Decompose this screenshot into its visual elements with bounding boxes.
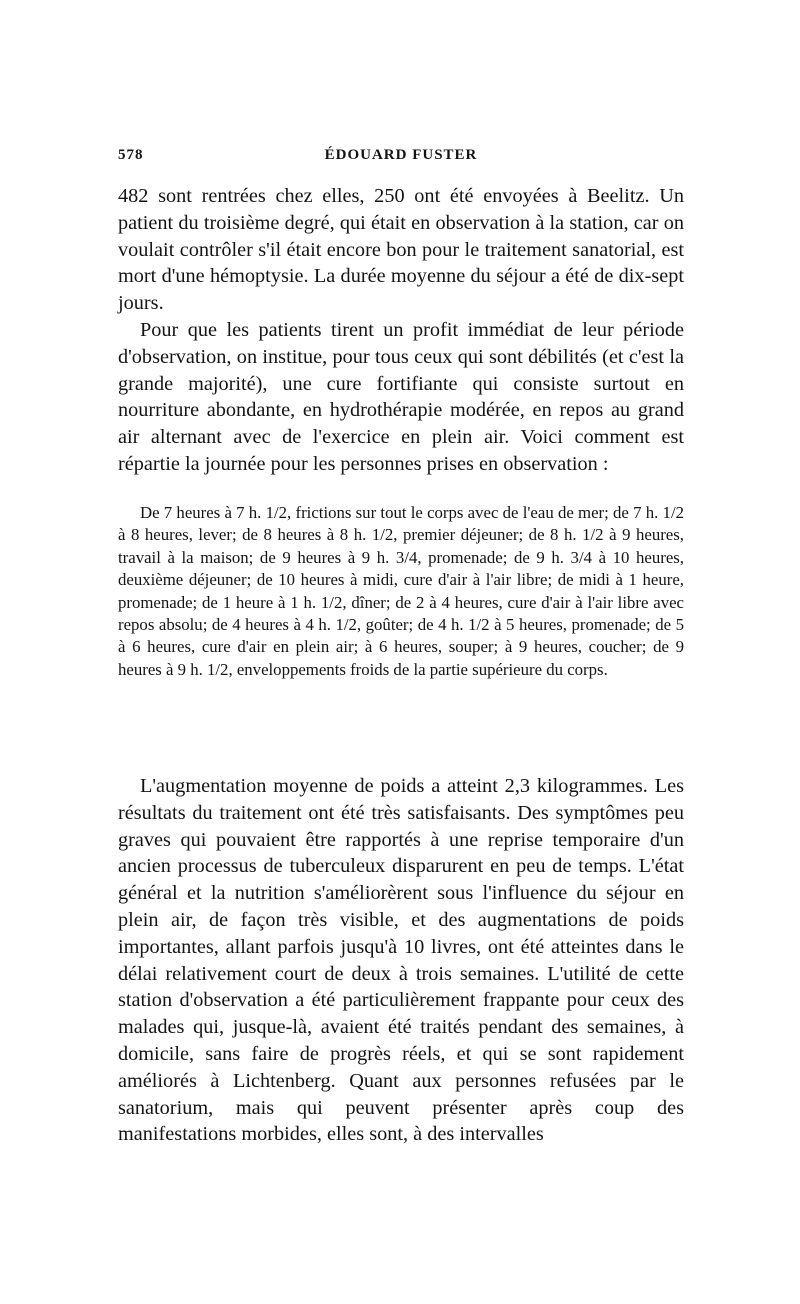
- text-block-upper: [118, 183, 684, 478]
- running-title: ÉDOUARD FUSTER: [324, 147, 478, 163]
- text-block-lower: [118, 773, 684, 1148]
- paragraph-stats: 482 sont rentrées chez elles, 250 ont été envoyées à Beelitz. Un patient du troisième degré, qui était en observation à la station, car on voulait contrôler s'il était encore bon pour le traitement sanatorial, est mort d'une hémoptysie. La durée moyenne du séjour a été de dix-sept jours.: [118, 185, 684, 315]
- page-number: 578: [118, 147, 144, 163]
- paragraph-results: L'augmentation moyenne de poids a atteint 2,3 kilogrammes. Les résultats du traitement ont été très satisfaisants. Des symptômes peu graves qui pouvaient être rapportés à une reprise temporaire d'un ancien processus de tuberculeux disparurent en peu de temps. L'état général et la nutrition s'améliorèrent sous l'influence du séjour en plein air, de façon très visible, et des augmentations de poids importantes, allant parfois jusqu'à 10 livres, ont été atteintes dans le délai relativement court de deux à trois semaines. L'utilité de cette station d'observation a été particulièrement frappante pour ceux des malades qui, jusque-là, avaient été traités pendant des semaines, à domicile, sans faire de progrès réels, et qui se sont rapidement améliorés à Lichtenberg. Quant aux personnes refusées par le sanatorium, mais qui peuvent présenter après coup des manifestations morbides, elles sont, à des intervalles: [118, 775, 684, 1146]
- paragraph-cure: Pour que les patients tirent un profit immédiat de leur période d'observation, on institue, pour tous ceux qui sont débilités (et c'est la grande majorité), une cure fortifiante qui consiste surtout en nourriture abondante, en hydrothérapie modérée, en repos au grand air alternant avec de l'exercice en plein air. Voici comment est répartie la journée pour les personnes prises en observation :: [118, 318, 684, 475]
- page-header: [118, 147, 684, 169]
- schedule-paragraph: De 7 heures à 7 h. 1/2, frictions sur tout le corps avec de l'eau de mer; de 7 h. 1/2 à 8 heures, lever; de 8 heures à 8 h. 1/2, premier déjeuner; de 8 h. 1/2 à 9 heures, travail à la maison; de 9 heures à 9 h. 3/4, promenade; de 9 h. 3/4 à 10 heures, deuxième déjeuner; de 10 heures à midi, cure d'air à l'air libre; de midi à 1 heure, promenade; de 1 heure à 1 h. 1/2, dîner; de 2 à 4 heures, cure d'air à l'air libre avec repos absolu; de 4 heures à 4 h. 1/2, goûter; de 4 h. 1/2 à 5 heures, promenade; de 5 à 6 heures, cure d'air en plein air; à 6 heures, souper; à 9 heures, coucher; de 9 heures à 9 h. 1/2, enveloppements froids de la partie supérieure du corps.: [118, 503, 684, 679]
